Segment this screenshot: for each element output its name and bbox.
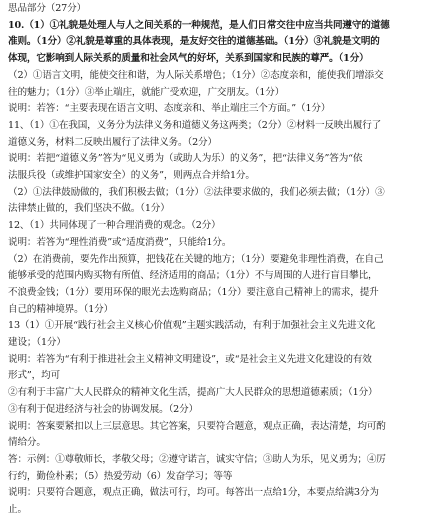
text-line: 体现，它影响到人际关系的质量和社会风气的好坏，关系到国家和民族的尊严。（1分）: [8, 53, 369, 65]
text-line: 建设；（1分）: [8, 337, 66, 349]
text-line: 说明：答案要紧扣以上三层意思。其它答案，只要符合题意，观点正确，表达清楚，均可酌: [8, 420, 386, 432]
text-line: （2）在消费前，要先作出预算，把钱花在关键的地方；（1分）要避免非理性消费，在自己: [8, 253, 384, 265]
text-line: 自己的精神境界。（1分）: [8, 303, 114, 315]
text-line: 12、（1）共同体现了一种合理消费的观念。（2分）: [8, 220, 221, 232]
text-line: ②有利于丰富广大人民群众的精神文化生活，提高广大人民群众的思想道德素质；（1分）: [8, 387, 378, 399]
text-line: 思品部分（27分）: [8, 3, 87, 14]
text-line: 准则。（1分）②礼貌是尊重的具体表现，是友好交往的道德基础。（1分）③礼貌是文明的: [8, 36, 380, 48]
text-line: 法律禁止做的，我们坚决不做。（1分）: [8, 203, 170, 215]
text-line: 说明：若答为“有利于推进社会主义精神文明建设”，或“是社会主义先进文化建设的有效: [8, 353, 372, 365]
text-line: 说明：若答：“主要表现在语言文明、态度亲和、举止端庄三个方面。”（1分）: [8, 103, 331, 115]
text-line: 10.（1）①礼貌是处理人与人之间关系的一种规范，是人们日常交往中应当共同遵守的道德: [8, 19, 390, 31]
text-line: 道德义务，材料二反映出履行了法律义务。（2分）: [8, 136, 217, 148]
text-line: 说明：若把“道德义务”答为“见义勇为（或助人为乐）的义务”，把“法律义务”答为“依: [8, 153, 363, 165]
text-line: 不浪费金钱；（1分）要用环保的眼光去选购商品；（1分）要注意自己精神上的需求，提升: [8, 286, 379, 298]
text-line: 说明：若答为“理性消费”或“适度消费”，只能给1分。: [8, 236, 232, 248]
text-line: 法服兵役（或维护国家安全）的义务”，则两点合并给1分。: [8, 170, 255, 182]
text-line: （2）①法律鼓励做的，我们积极去做；（1分）②法律要求做的，我们必须去做；（1分）③: [8, 186, 385, 198]
text-line: 能够承受的范围内购买物有所值、经济适用的商品；（1分）不与周围的人进行盲目攀比，: [8, 270, 378, 282]
text-line: 形式”，均可: [8, 370, 60, 382]
text-line: 行约，勤俭朴素；（5）热爱劳动（6）发奋学习；等等: [8, 470, 233, 482]
text-line: （2）①语言文明，能使交往和谐，为人际关系增色；（1分）②态度亲和，能使我们增添交: [8, 69, 384, 81]
text-line: ③有利于促进经济与社会的协调发展。（2分）: [8, 403, 199, 415]
text-line: 13（1）①开展“践行社会主义核心价值观”主题实践活动，有利于加强社会主义先进文化: [8, 320, 376, 332]
text-line: 止。: [8, 504, 27, 516]
text-line: 往的魅力；（1分）③举止端庄，就能广受欢迎，广交朋友。（1分）: [8, 86, 285, 98]
text-line: 说明：只要符合题意，观点正确，做法可行，均可。每答出一点给1分，本要点给满3分为: [8, 487, 379, 499]
text-line: 答：示例：①尊敬师长，孝敬父母；②遵守诺言，诚实守信；③助人为乐，见义勇为；④厉: [8, 453, 386, 465]
text-line: 情给分。: [8, 437, 46, 449]
text-line: 11、（1）①在我国，义务分为法律义务和道德义务这两类；（2分）②材料一反映出履行了: [8, 119, 382, 131]
